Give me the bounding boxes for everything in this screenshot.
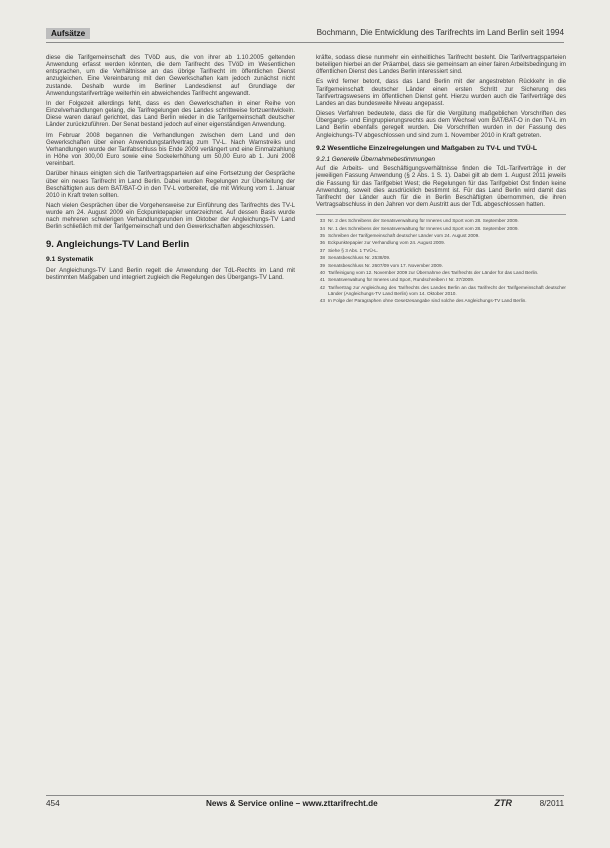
issue-number: 8/2011 bbox=[539, 799, 564, 808]
footnote-text: Nr. 2 des Schreibens der Senatsverwaltung für Inneres und Sport vom 28. September 2009. bbox=[328, 218, 519, 224]
body-paragraph: In der Folgezeit allerdings fehlt, dass es den Gewerkschaften in einer Reihe von Einzelverhandlungen gelang, die Tarifregelungen des Landes schrittweise fortzuentwickeln. Diese waren darauf gerichtet, das Land Berlin wieder in die Tarifgemeinschaft deutscher Länder zurückzuführen. Der Senat bestand jedoch auf einer eigenständigen Anwendung. bbox=[46, 99, 295, 129]
footnote bbox=[316, 298, 566, 304]
footer-website: News & Service online – www.zttarifrecht.de bbox=[206, 799, 378, 808]
footnote-number: 33 bbox=[319, 218, 325, 224]
footnote-text: Senatsbeschluss Nr. 2538/09. bbox=[328, 255, 391, 261]
section-tag: Aufsätze bbox=[46, 28, 90, 39]
footnote bbox=[316, 270, 566, 276]
footnote-number: 42 bbox=[319, 284, 325, 290]
footnote bbox=[316, 218, 566, 224]
running-head: Bochmann, Die Entwicklung des Tarifrechts im Land Berlin seit 1994 bbox=[316, 28, 564, 37]
body-paragraph: Dieses Verfahren bedeutete, dass die für die Vergütung maßgeblichen Vorschriften des Übergangs- und Eingruppierungsrechts aus dem Wechsel vom BAT/BAT-O in den TV-L im Land Berlin ebenfalls geregelt wurden. Die Vorschriften wurden in der Fassung des Angleichungs-TV abgeschlossen und sind zum 1. November 2010 in Kraft getreten. bbox=[316, 110, 566, 139]
footnote bbox=[316, 248, 566, 254]
footnote-number: 36 bbox=[319, 240, 325, 246]
footnote-text: Siehe § 3 Abs. 1 TVÜ-L. bbox=[328, 247, 379, 253]
left-column bbox=[46, 54, 295, 284]
footnotes bbox=[316, 214, 566, 304]
footnote bbox=[316, 240, 566, 246]
footnote-text: Nr. 1 des Schreibens der Senatsverwaltung für Inneres und Sport vom 28. September 2009. bbox=[328, 225, 519, 231]
footnote-number: 38 bbox=[319, 255, 325, 261]
footnote-number: 43 bbox=[319, 298, 325, 304]
footnote-text: Tarifvertrag zur Angleichung des Tarifrechts des Landes Berlin an das Tarifrecht der Tarifgemeinschaft deutscher Länder (Angleichungs-TV Land Berlin) vom 14. Oktober 2010. bbox=[328, 284, 566, 296]
footnote bbox=[316, 255, 566, 261]
body-paragraph: Darüber hinaus einigten sich die Tarifvertragsparteien auf eine Fortsetzung der Gespräche über ein neues Tarifrecht im Land Berlin. Dabei wurden Regelungen zur Überleitung der Beschäftigten aus dem BAT/BAT-O in den TV-L vorbereitet, die mit Wirkung vom 1. Januar 2010 in Kraft treten sollten. bbox=[46, 170, 295, 199]
footnote-number: 34 bbox=[319, 225, 325, 231]
page-header bbox=[46, 26, 564, 43]
body-paragraph: Es wird ferner betont, dass das Land Berlin mit der angestrebten Rückkehr in die Tarifgemeinschaft deutscher Länder einen ersten Schritt zur Sicherung des Tarifvertragswesens im öffentlichen Dienst geht. Hierzu wurden auch die Tarifverträge des Landes an das bundesweite Niveau angepasst. bbox=[316, 78, 566, 107]
body-paragraph: Auf die Arbeits- und Beschäftigungsverhältnisse finden die TdL-Tarifverträge in der jeweiligen Fassung Anwendung (§ 2 Abs. 1 S. 1). Dabei gilt ab dem 1. August 2011 jeweils die Fassung für das Tarifgebiet West; die Regelungen für das Tarifgebiet Ost finden keine Anwendung, soweit dies ausdrücklich bestimmt ist. Für das Land Berlin wird damit das Tarifrecht der Länder auch für die in Berlin Beschäftigten übernommen, die ihren Vertragsabschluss in den Jahren vor dem Austritt aus der TdL abgeschlossen hatten. bbox=[316, 165, 566, 208]
footnote-text: Tarifeinigung vom 12. November 2009 zur Übernahme des Tarifrechts der Länder für das Land Berlin. bbox=[328, 269, 539, 275]
journal-logo: ZTR bbox=[494, 798, 512, 808]
subsection-heading: 9.1 Systematik bbox=[46, 255, 94, 263]
footnote bbox=[316, 263, 566, 269]
body-paragraph: Im Februar 2008 begannen die Verhandlungen zwischen dem Land und den Gewerkschaften über einen Anwendungstarifvertrag zum TV-L. Nach Warnstreiks und Verhandlungen wurde der Tarifabschluss bis Ende 2009 verlängert und eine Einmalzahlung in Höhe von 300,00 Euro sowie eine Sockelerhöhung um 50,00 Euro ab 1. Juni 2008 vereinbart. bbox=[46, 131, 295, 168]
page-footer bbox=[46, 795, 564, 810]
footnote bbox=[316, 277, 566, 283]
footnote-text: In Folge der Paragraphen ohne Gesetzesangabe sind solche des Angleichungs-TV Land Berlin. bbox=[328, 298, 527, 304]
footnote-number: 39 bbox=[319, 262, 325, 268]
body-paragraph: kräfte, sodass diese nunmehr ein einheitliches Tarifrecht besteht. Die Tarifvertragsparteien beteiligen hierbei an der Präambel, dass sie gemeinsam an einer fairen Arbeitsbedingung im öffentlichen Dienst des Landes Berlin interessiert sind. bbox=[316, 54, 566, 76]
body-paragraph: diese die Tarifgemeinschaft des TVöD aus, die von ihrer ab 1.10.2005 geltenden Anwendung erfasst werden könnten, die dem Tarifrecht des TVöD im Wesentlichen entsprachen, um die Verhältnisse an das übrige Tarifrecht im öffentlichen Dienst anzugleichen. Eine Vereinbarung mit den Gewerkschaften kam jedoch zunächst nicht zustande. Deshalb wurde im Berliner Landesdienst auf Grundlage der Anwendungstarifverträge weiterhin ein abweichendes Tarifrecht angewandt. bbox=[46, 54, 295, 97]
section-heading: 9.2 Wesentliche Einzelregelungen und Maßgaben zu TV-L und TVÜ-L bbox=[316, 144, 538, 152]
section-heading: 9. Angleichungs-TV Land Berlin bbox=[46, 238, 190, 250]
footnote-text: Senatsverwaltung für Inneres und Sport, Rundschreiben I Nr. 37/2009. bbox=[328, 277, 475, 283]
footnote-text: Eckpunktepapier zur Verhandlung vom 24. August 2009. bbox=[328, 240, 446, 246]
footnote bbox=[316, 285, 566, 297]
body-paragraph: Nach vielen Gesprächen über die Vorgehensweise zur Einführung des Tarifrechts des TV-L wurde am 24. August 2009 ein Eckpunktepapier unterzeichnet. Auf dessen Basis wurde nach mehreren schwierigen Verhandlungsrunden im Oktober der Angleichungs-TV Land Berlin schließlich mit der Tarifgemeinschaft und den Gewerkschaften abgeschlossen. bbox=[46, 201, 295, 231]
footnote bbox=[316, 233, 566, 239]
right-column bbox=[316, 54, 566, 306]
footnote-number: 41 bbox=[319, 277, 325, 283]
footnote-text: Senatsbeschluss Nr. 2607/09 vom 17. November 2009. bbox=[328, 262, 443, 268]
body-paragraph: Der Angleichungs-TV Land Berlin regelt die Anwendung der TdL-Rechts im Land mit bestimmten Maßgaben und integriert zugleich die Regelungen des Übergangs-TV Land. bbox=[46, 266, 295, 281]
footnote-number: 35 bbox=[319, 232, 325, 238]
footnote-text: Schreiben der Tarifgemeinschaft deutscher Länder vom 24. August 2009. bbox=[328, 232, 480, 238]
subsection-heading: 9.2.1 Generelle Übernahmebestimmungen bbox=[316, 155, 436, 163]
page-number: 454 bbox=[46, 799, 60, 808]
footnote-number: 37 bbox=[319, 247, 325, 253]
footnote-number: 40 bbox=[319, 269, 325, 275]
footnote bbox=[316, 226, 566, 232]
